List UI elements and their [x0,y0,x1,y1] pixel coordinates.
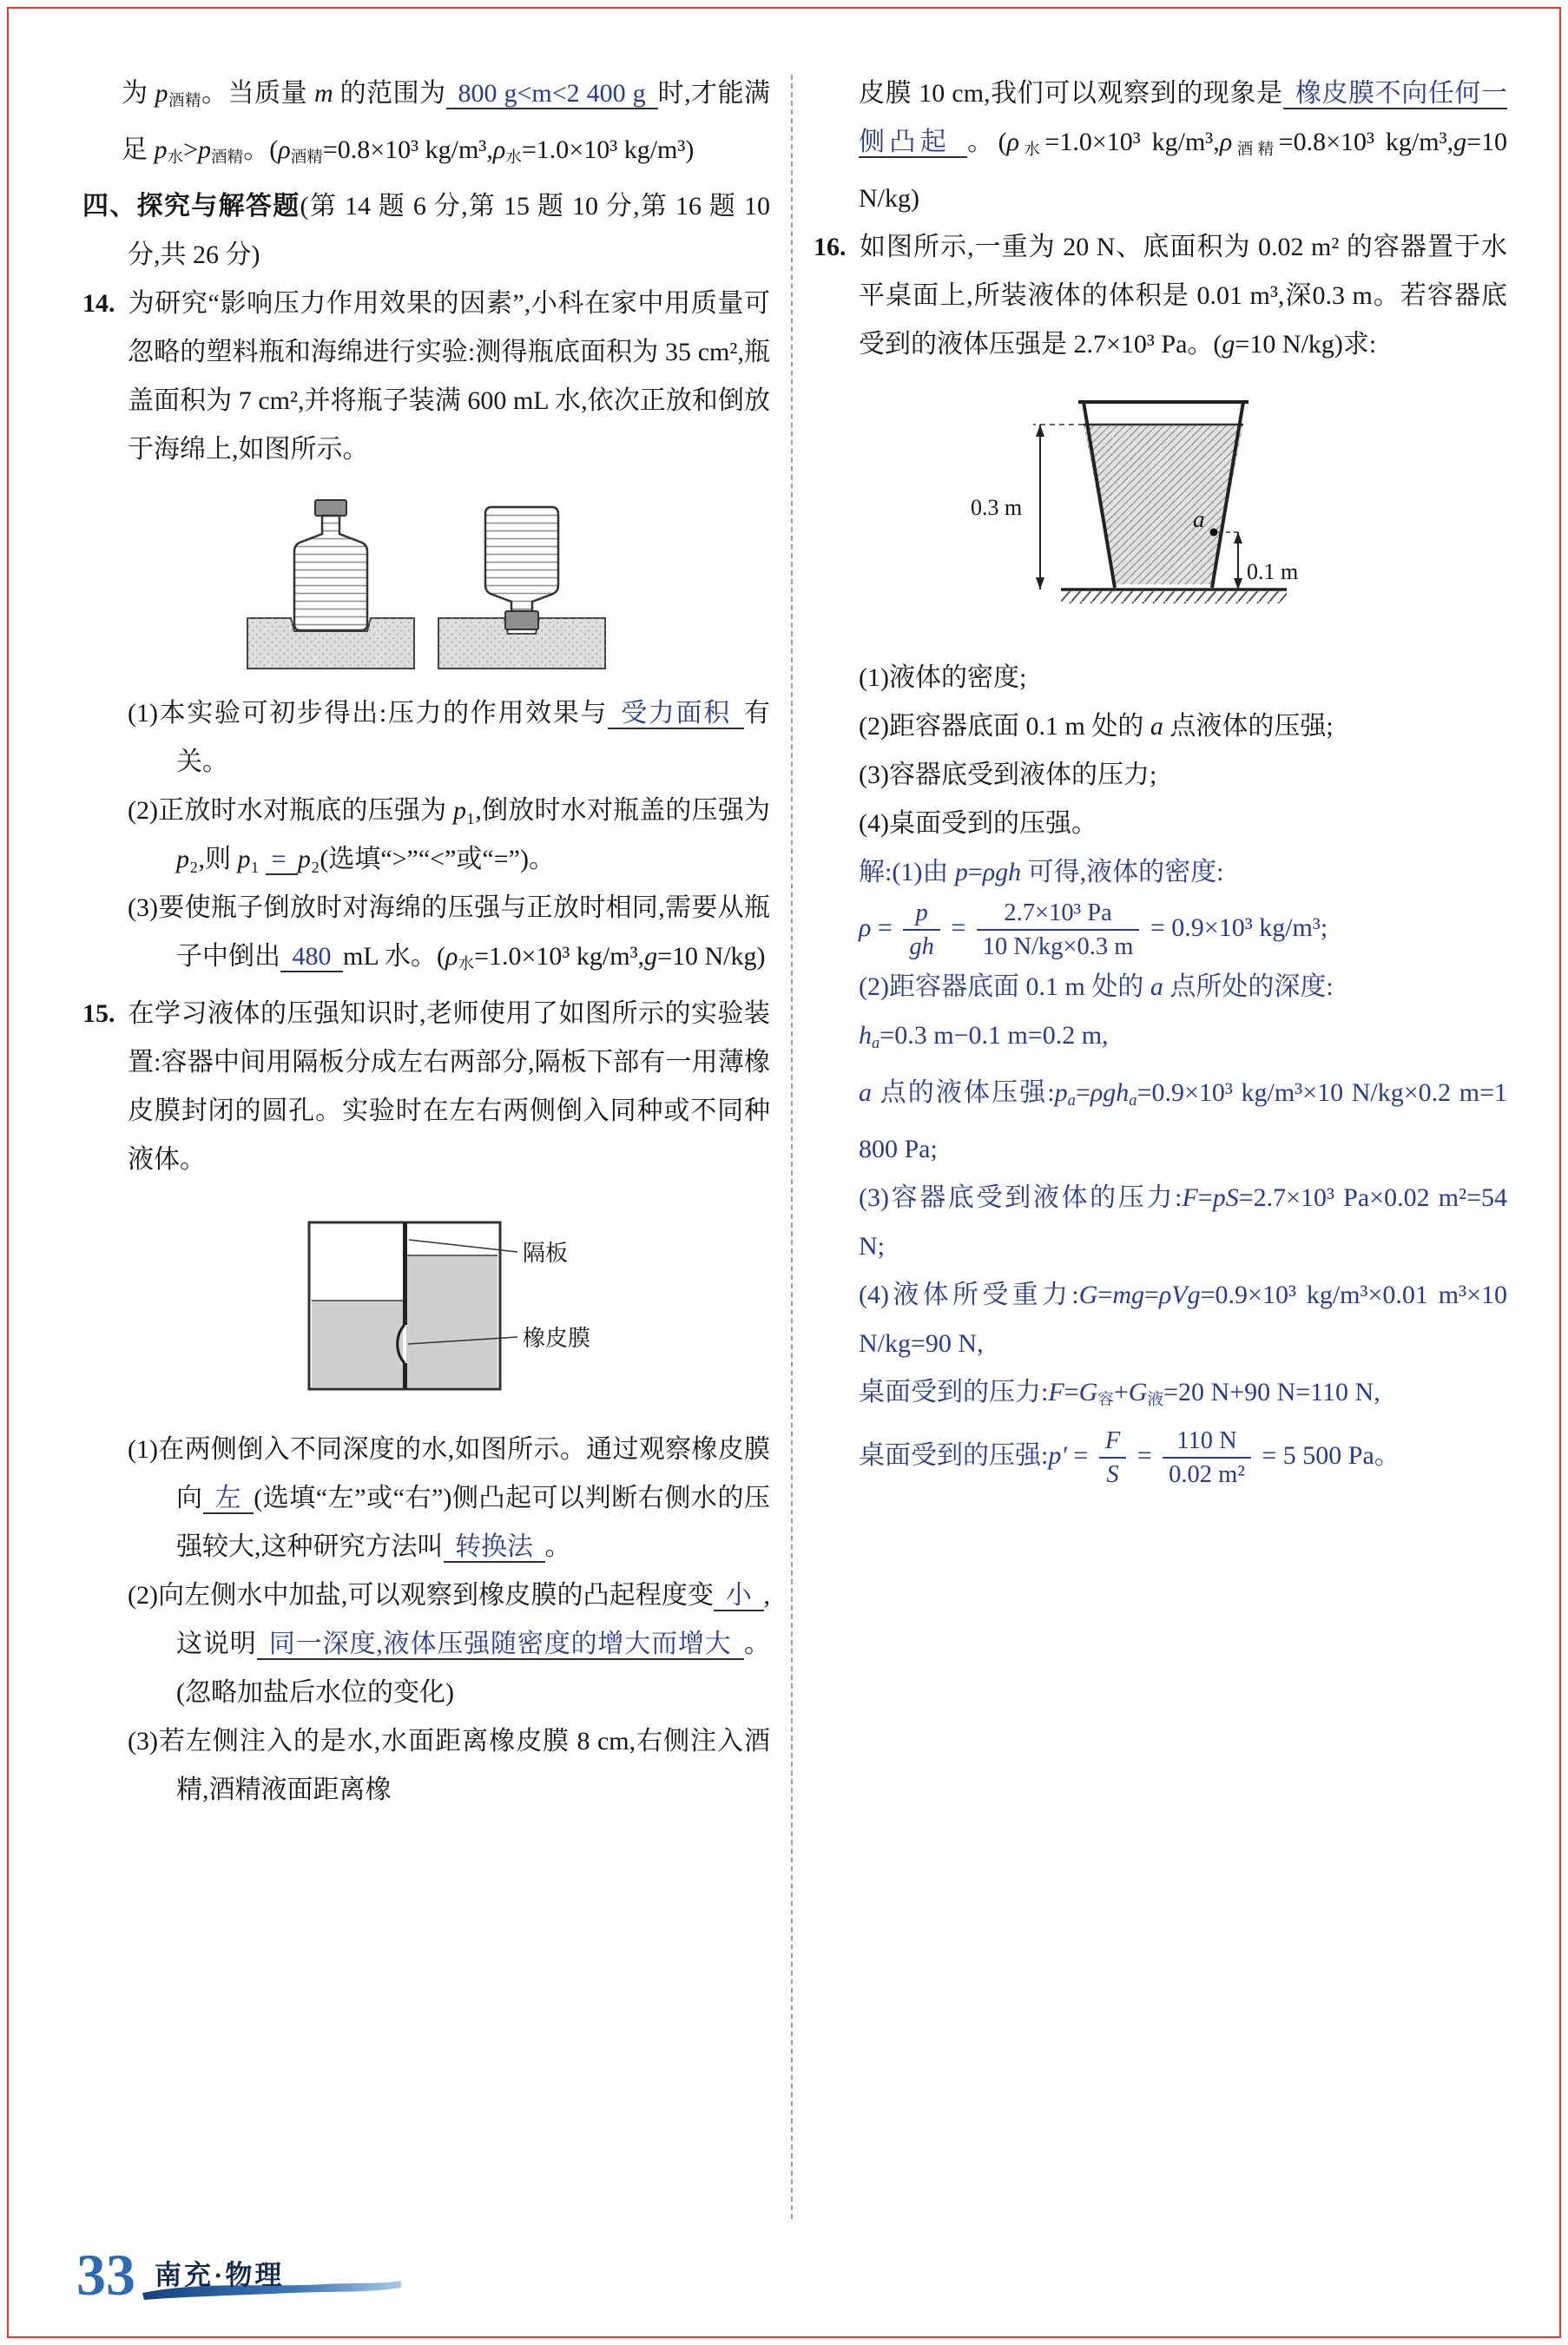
ground-hatching [1061,591,1287,603]
point-a-label: a [1192,506,1204,533]
q16-solution-line-2: ρ = $\frac{p}{gh}$ = $\frac{\text{2.7×10³ Pa}}{10 N/kg\times 0.3 m}$ = 0.9×10³ kg/m³; [859,897,1507,963]
footer-label: 南充·物理 [155,2260,285,2290]
q16-solution-line-9: 桌面受到的压强:p′ = $\frac{F}{S}$ = $\frac{110 N}{\text{0.02 m²}}$ = 5 500 Pa。 [859,1425,1507,1491]
q14-part-3: (3)要使瓶子倒放时对海绵的压强与正放时相同,需要从瓶子中倒出 480 mL 水。(ρ水=1.0×10³ kg/m³,g=10 N/kg) [128,893,770,974]
dim-0-1m-arrow-bottom [1234,578,1242,590]
section-four-header: 四、探究与解答题(第 14 题 6 分,第 15 题 10 分,第 16 题 10 分,共 26 分) [82,192,771,270]
bottle-upright [294,516,367,630]
bottle-inverted-cap [505,611,538,629]
question-14-stem: 为研究“影响压力作用效果的因素”,小科在家中用质量可忽略的塑料瓶和海绵进行实验:测得瓶底面积为 35 cm²,瓶盖面积为 7 cm²,并将瓶子装满 600 mL 水,依次正放和倒放于海绵上,如图所示。 [128,289,770,464]
q15-part-2: (2)向左侧水中加盐,可以观察到橡皮膜的凸起程度变 小 ,这说明 同一深度,液体压强随密度的增大而增大 。(忽略加盐后水位的变化) [128,1580,771,1707]
q15-part-1: (1)在两侧倒入不同深度的水,如图所示。通过观察橡皮膜向 左 (选填“左”或“右”)侧凸起可以判断右侧水的压强较大,这种研究方法叫 转换法 。 [128,1434,771,1561]
q16-part-3: (3)容器底受到液体的压力; [859,761,1157,790]
q16-part-4: (4)桌面受到的压强。 [859,809,1097,839]
q16-part-2: (2)距容器底面 0.1 m 处的 a 点液体的压强; [859,712,1334,741]
question-15-stem: 在学习液体的压强知识时,老师使用了如图所示的实验装置:容器中间用隔板分成左右两部分,隔板下部有一用薄橡皮膜封闭的圆孔。实验时在左右两侧倒入同种或不同种液体。 [128,998,770,1174]
water-right [406,1255,497,1387]
q16-solution-line-7: (4)液体所受重力:G=mg=ρVg=0.9×10³ kg/m³×0.01 m³×10 N/kg=90 N, [859,1280,1507,1358]
right-column [814,69,1507,2219]
figure-partition-container [248,1198,604,1415]
bottle-upright-cap [315,500,346,516]
q16-solution-line-1: 解:(1)由 p=ρgh 可得,液体的密度: [859,858,1224,887]
q16-solution-line-5: a 点的液体压强:pa=ρgha=0.9×10³ kg/m³×10 N/kg×0.2 m=1 800 Pa; [859,1077,1507,1163]
water-left [312,1301,403,1387]
partition-plate-lower [403,1363,407,1389]
dim-0-1m-label: 0.1 m [1246,559,1298,585]
question-14 [82,280,770,474]
q15-part-3: (3)若左侧注入的是水,水面距离橡皮膜 8 cm,右侧注入酒精,酒精液面距离橡 [128,1726,770,1804]
q16-part-1: (1)液体的密度; [859,663,1027,693]
question-15 [82,990,770,1184]
membrane-label: 橡皮膜 [523,1325,591,1351]
dim-arrow-bottom [1036,577,1044,590]
page-footer [76,2242,289,2309]
figure-trapezoid-container [957,383,1365,643]
q16-solution-line-4: ha=0.3 m−0.1 m=0.2 m, [859,1021,1109,1053]
q14-part-2: (2)正放时水对瓶底的压强为 p₁,倒放时水对瓶盖的压强为 p₂,则 p₁ = p₂(选填“>”“<”或“=”)。 [128,796,771,874]
point-a-dot [1209,529,1217,537]
footer-ribbon [149,2253,289,2303]
dim-0-1m-arrow-top [1234,532,1242,543]
q16-solution-line-8: 桌面受到的压力:F=G容+G液=20 N+90 N=110 N, [859,1377,1380,1409]
q15-part-3-continuation: 皮膜 10 cm,我们可以观察到的现象是 橡皮膜不向任何一侧凸起 。(ρ水=1.0×10³ kg/m³,ρ酒精=0.8×10³ kg/m³,g=10 N/kg) [859,79,1507,214]
figure-bottles-on-sponge [235,488,617,679]
dim-arrow-top [1036,425,1044,437]
q16-solution-line-6: (3)容器底受到液体的压力:F=pS=2.7×10³ Pa×0.02 m²=54 N; [859,1182,1507,1261]
question-16-number: 16. [814,233,847,262]
q14-part-1: (1)本实验可初步得出:压力的作用效果与 受力面积 有关。 [128,699,770,777]
column-divider [791,75,793,2219]
question-15-number: 15. [82,998,115,1028]
page-number: 33 [76,2242,135,2309]
question-16-stem: 如图所示,一重为 20 N、底面积为 0.02 m² 的容器置于水平桌面上,所装液体的体积是 0.01 m³,深0.3 m。若容器底受到的液体压强是 2.7×10³ Pa。(g=10 N/kg)求: [859,233,1507,359]
q16-solution-line-3: (2)距容器底面 0.1 m 处的 a 点所处的深度: [859,972,1334,1002]
q13-continuation: 为 p酒精。当质量 m 的范围为 800 g<m<2 400 g 时,才能满足 p水>p酒精。(ρ酒精=0.8×10³ kg/m³,ρ水=1.0×10³ kg/m³) [122,79,770,168]
bottle-inverted [485,507,558,611]
partition-plate-upper [403,1222,407,1325]
liquid-hatching [1084,425,1243,584]
dim-0-3m-label: 0.3 m [970,495,1022,521]
left-column [82,69,770,2219]
question-16 [814,223,1507,369]
partition-label: 隔板 [523,1240,569,1266]
question-14-number: 14. [82,289,115,319]
